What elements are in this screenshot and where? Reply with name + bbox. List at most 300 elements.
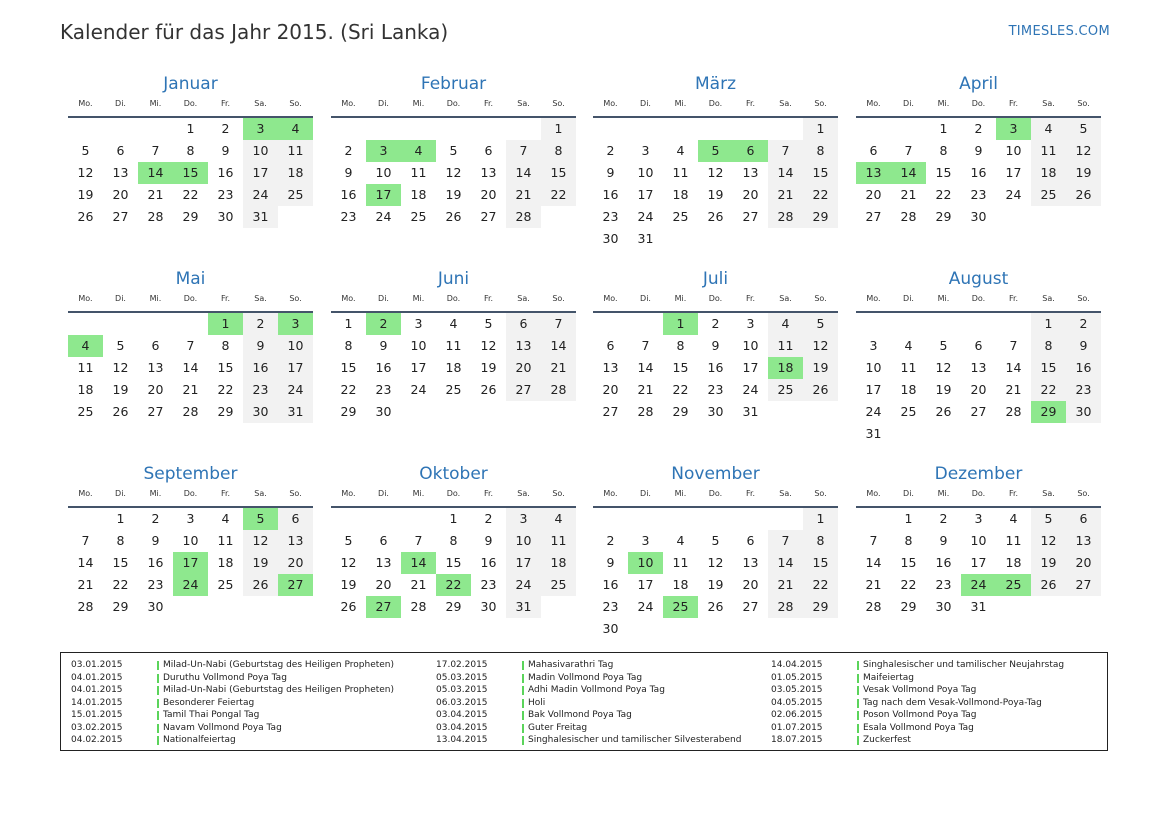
day-cell[interactable]: 12 [243, 530, 278, 552]
day-cell[interactable]: 1 [803, 508, 838, 530]
day-cell[interactable]: 5 [939, 338, 948, 353]
day-cell[interactable]: 14 [182, 360, 199, 375]
day-cell[interactable]: 30 [243, 401, 278, 423]
day-cell[interactable]: 1 [939, 121, 948, 136]
day-cell[interactable]: 25 [77, 404, 94, 419]
day-cell[interactable]: 2 [484, 511, 493, 526]
day-cell[interactable]: 13 [147, 360, 164, 375]
day-cell[interactable]: 30 [707, 404, 724, 419]
day-cell[interactable]: 18 [900, 382, 917, 397]
day-cell[interactable]: 2 [243, 313, 278, 335]
day-cell[interactable]: 18 [672, 577, 689, 592]
day-cell[interactable]: 2 [221, 121, 230, 136]
day-cell[interactable]: 3 [869, 338, 878, 353]
day-cell[interactable]: 25 [445, 382, 462, 397]
day-cell[interactable]: 7 [904, 143, 913, 158]
day-cell[interactable]: 31 [865, 426, 882, 441]
day-cell[interactable]: 28 [77, 599, 94, 614]
day-cell[interactable]: 9 [974, 143, 983, 158]
holiday-day-cell[interactable]: 17 [173, 552, 208, 574]
day-cell[interactable]: 1 [344, 316, 353, 331]
day-cell[interactable]: 23 [1066, 379, 1101, 401]
day-cell[interactable]: 23 [602, 209, 619, 224]
day-cell[interactable]: 19 [1066, 162, 1101, 184]
day-cell[interactable]: 4 [221, 511, 230, 526]
day-cell[interactable]: 23 [147, 577, 164, 592]
day-cell[interactable]: 24 [1005, 187, 1022, 202]
day-cell[interactable]: 2 [1066, 313, 1101, 335]
day-cell[interactable]: 6 [606, 338, 615, 353]
day-cell[interactable]: 7 [186, 338, 195, 353]
holiday-day-cell[interactable]: 3 [243, 118, 278, 140]
day-cell[interactable]: 1 [449, 511, 458, 526]
day-cell[interactable]: 28 [637, 404, 654, 419]
day-cell[interactable]: 20 [112, 187, 129, 202]
day-cell[interactable]: 6 [151, 338, 160, 353]
day-cell[interactable]: 27 [602, 404, 619, 419]
day-cell[interactable]: 10 [278, 335, 313, 357]
day-cell[interactable]: 23 [217, 187, 234, 202]
day-cell[interactable]: 15 [803, 552, 838, 574]
day-cell[interactable]: 21 [77, 577, 94, 592]
day-cell[interactable]: 27 [480, 209, 497, 224]
day-cell[interactable]: 16 [602, 577, 619, 592]
day-cell[interactable]: 29 [900, 599, 917, 614]
day-cell[interactable]: 31 [970, 599, 987, 614]
day-cell[interactable]: 2 [151, 511, 160, 526]
holiday-day-cell[interactable]: 15 [173, 162, 208, 184]
day-cell[interactable]: 11 [1005, 533, 1022, 548]
day-cell[interactable]: 27 [742, 599, 759, 614]
day-cell[interactable]: 10 [410, 338, 427, 353]
day-cell[interactable]: 17 [637, 187, 654, 202]
day-cell[interactable]: 12 [1031, 530, 1066, 552]
day-cell[interactable]: 27 [865, 209, 882, 224]
day-cell[interactable]: 24 [637, 599, 654, 614]
day-cell[interactable]: 20 [480, 187, 497, 202]
holiday-day-cell[interactable]: 25 [663, 596, 698, 618]
day-cell[interactable]: 19 [1031, 552, 1066, 574]
day-cell[interactable]: 4 [1031, 118, 1066, 140]
day-cell[interactable]: 18 [1005, 555, 1022, 570]
day-cell[interactable]: 13 [480, 165, 497, 180]
day-cell[interactable]: 21 [865, 577, 882, 592]
day-cell[interactable]: 29 [112, 599, 129, 614]
day-cell[interactable]: 29 [445, 599, 462, 614]
day-cell[interactable]: 5 [449, 143, 458, 158]
day-cell[interactable]: 30 [217, 209, 234, 224]
day-cell[interactable]: 19 [803, 357, 838, 379]
day-cell[interactable]: 26 [77, 209, 94, 224]
day-cell[interactable]: 21 [147, 187, 164, 202]
holiday-day-cell[interactable]: 27 [366, 596, 401, 618]
day-cell[interactable]: 19 [445, 187, 462, 202]
day-cell[interactable]: 20 [1066, 552, 1101, 574]
day-cell[interactable]: 5 [1031, 508, 1066, 530]
day-cell[interactable]: 8 [676, 338, 685, 353]
day-cell[interactable]: 22 [340, 382, 357, 397]
day-cell[interactable]: 26 [707, 209, 724, 224]
day-cell[interactable]: 10 [970, 533, 987, 548]
day-cell[interactable]: 20 [375, 577, 392, 592]
brand-logo[interactable]: TIMESLES.COM [1008, 24, 1110, 39]
day-cell[interactable]: 25 [410, 209, 427, 224]
day-cell[interactable]: 18 [1031, 162, 1066, 184]
day-cell[interactable]: 6 [746, 533, 755, 548]
day-cell[interactable]: 6 [506, 313, 541, 335]
day-cell[interactable]: 23 [243, 379, 278, 401]
day-cell[interactable]: 31 [278, 401, 313, 423]
day-cell[interactable]: 2 [606, 143, 615, 158]
day-cell[interactable]: 7 [414, 533, 423, 548]
day-cell[interactable]: 24 [375, 209, 392, 224]
day-cell[interactable]: 26 [1031, 574, 1066, 596]
day-cell[interactable]: 30 [1066, 401, 1101, 423]
day-cell[interactable]: 31 [243, 206, 278, 228]
day-cell[interactable]: 28 [541, 379, 576, 401]
day-cell[interactable]: 7 [506, 140, 541, 162]
day-cell[interactable]: 10 [637, 165, 654, 180]
holiday-day-cell[interactable]: 18 [768, 357, 803, 379]
day-cell[interactable]: 8 [1031, 335, 1066, 357]
day-cell[interactable]: 2 [974, 121, 983, 136]
day-cell[interactable]: 19 [112, 382, 129, 397]
day-cell[interactable]: 9 [344, 165, 353, 180]
day-cell[interactable]: 1 [904, 511, 913, 526]
day-cell[interactable]: 7 [81, 533, 90, 548]
day-cell[interactable]: 8 [803, 530, 838, 552]
day-cell[interactable]: 29 [803, 206, 838, 228]
day-cell[interactable]: 24 [637, 209, 654, 224]
day-cell[interactable]: 11 [768, 335, 803, 357]
day-cell[interactable]: 17 [410, 360, 427, 375]
day-cell[interactable]: 30 [935, 599, 952, 614]
day-cell[interactable]: 23 [480, 577, 497, 592]
day-cell[interactable]: 12 [707, 555, 724, 570]
day-cell[interactable]: 16 [243, 357, 278, 379]
day-cell[interactable]: 7 [768, 530, 803, 552]
day-cell[interactable]: 5 [116, 338, 125, 353]
day-cell[interactable]: 9 [606, 165, 615, 180]
day-cell[interactable]: 12 [803, 335, 838, 357]
day-cell[interactable]: 29 [217, 404, 234, 419]
day-cell[interactable]: 16 [147, 555, 164, 570]
day-cell[interactable]: 9 [243, 335, 278, 357]
day-cell[interactable]: 12 [480, 338, 497, 353]
day-cell[interactable]: 6 [278, 508, 313, 530]
day-cell[interactable]: 18 [77, 382, 94, 397]
holiday-day-cell[interactable]: 2 [366, 313, 401, 335]
day-cell[interactable]: 19 [77, 187, 94, 202]
day-cell[interactable]: 7 [869, 533, 878, 548]
day-cell[interactable]: 31 [637, 231, 654, 246]
day-cell[interactable]: 24 [410, 382, 427, 397]
day-cell[interactable]: 16 [707, 360, 724, 375]
day-cell[interactable]: 26 [445, 209, 462, 224]
day-cell[interactable]: 9 [484, 533, 493, 548]
day-cell[interactable]: 1 [803, 118, 838, 140]
day-cell[interactable]: 21 [506, 184, 541, 206]
holiday-day-cell[interactable]: 29 [1031, 401, 1066, 423]
day-cell[interactable]: 13 [278, 530, 313, 552]
day-cell[interactable]: 6 [869, 143, 878, 158]
day-cell[interactable]: 9 [939, 533, 948, 548]
holiday-day-cell[interactable]: 3 [278, 313, 313, 335]
day-cell[interactable]: 22 [1031, 379, 1066, 401]
day-cell[interactable]: 22 [935, 187, 952, 202]
day-cell[interactable]: 20 [506, 357, 541, 379]
day-cell[interactable]: 22 [541, 184, 576, 206]
day-cell[interactable]: 11 [278, 140, 313, 162]
day-cell[interactable]: 19 [707, 577, 724, 592]
day-cell[interactable]: 5 [81, 143, 90, 158]
day-cell[interactable]: 28 [865, 599, 882, 614]
holiday-day-cell[interactable]: 1 [663, 313, 698, 335]
day-cell[interactable]: 23 [935, 577, 952, 592]
holiday-day-cell[interactable]: 5 [698, 140, 733, 162]
day-cell[interactable]: 22 [803, 574, 838, 596]
day-cell[interactable]: 11 [541, 530, 576, 552]
day-cell[interactable]: 9 [379, 338, 388, 353]
day-cell[interactable]: 1 [116, 511, 125, 526]
day-cell[interactable]: 3 [414, 316, 423, 331]
day-cell[interactable]: 3 [974, 511, 983, 526]
day-cell[interactable]: 17 [243, 162, 278, 184]
day-cell[interactable]: 31 [742, 404, 759, 419]
day-cell[interactable]: 13 [970, 360, 987, 375]
day-cell[interactable]: 9 [606, 555, 615, 570]
day-cell[interactable]: 10 [1005, 143, 1022, 158]
day-cell[interactable]: 24 [865, 404, 882, 419]
day-cell[interactable]: 11 [672, 555, 689, 570]
day-cell[interactable]: 23 [375, 382, 392, 397]
day-cell[interactable]: 15 [1031, 357, 1066, 379]
day-cell[interactable]: 4 [904, 338, 913, 353]
day-cell[interactable]: 14 [768, 552, 803, 574]
day-cell[interactable]: 13 [112, 165, 129, 180]
day-cell[interactable]: 18 [217, 555, 234, 570]
day-cell[interactable]: 17 [1005, 165, 1022, 180]
day-cell[interactable]: 14 [865, 555, 882, 570]
day-cell[interactable]: 15 [803, 162, 838, 184]
day-cell[interactable]: 15 [541, 162, 576, 184]
day-cell[interactable]: 25 [900, 404, 917, 419]
holiday-day-cell[interactable]: 14 [138, 162, 173, 184]
day-cell[interactable]: 8 [904, 533, 913, 548]
day-cell[interactable]: 23 [602, 599, 619, 614]
day-cell[interactable]: 25 [278, 184, 313, 206]
day-cell[interactable]: 12 [707, 165, 724, 180]
day-cell[interactable]: 29 [672, 404, 689, 419]
day-cell[interactable]: 2 [711, 316, 720, 331]
day-cell[interactable]: 17 [970, 555, 987, 570]
day-cell[interactable]: 25 [541, 574, 576, 596]
day-cell[interactable]: 6 [484, 143, 493, 158]
day-cell[interactable]: 20 [742, 577, 759, 592]
day-cell[interactable]: 23 [970, 187, 987, 202]
day-cell[interactable]: 26 [340, 599, 357, 614]
day-cell[interactable]: 13 [1066, 530, 1101, 552]
holiday-day-cell[interactable]: 5 [243, 508, 278, 530]
holiday-day-cell[interactable]: 4 [401, 140, 436, 162]
day-cell[interactable]: 16 [217, 165, 234, 180]
day-cell[interactable]: 5 [711, 533, 720, 548]
day-cell[interactable]: 15 [445, 555, 462, 570]
day-cell[interactable]: 27 [1066, 574, 1101, 596]
day-cell[interactable]: 29 [935, 209, 952, 224]
day-cell[interactable]: 22 [672, 382, 689, 397]
day-cell[interactable]: 13 [602, 360, 619, 375]
holiday-day-cell[interactable]: 1 [208, 313, 243, 335]
day-cell[interactable]: 25 [672, 209, 689, 224]
day-cell[interactable]: 8 [344, 338, 353, 353]
day-cell[interactable]: 25 [1031, 184, 1066, 206]
day-cell[interactable]: 15 [217, 360, 234, 375]
day-cell[interactable]: 12 [1066, 140, 1101, 162]
day-cell[interactable]: 29 [803, 596, 838, 618]
day-cell[interactable]: 23 [707, 382, 724, 397]
day-cell[interactable]: 12 [935, 360, 952, 375]
day-cell[interactable]: 11 [900, 360, 917, 375]
day-cell[interactable]: 26 [243, 574, 278, 596]
day-cell[interactable]: 5 [344, 533, 353, 548]
day-cell[interactable]: 16 [375, 360, 392, 375]
holiday-day-cell[interactable]: 14 [401, 552, 436, 574]
day-cell[interactable]: 21 [637, 382, 654, 397]
day-cell[interactable]: 25 [768, 379, 803, 401]
day-cell[interactable]: 6 [1066, 508, 1101, 530]
day-cell[interactable]: 26 [707, 599, 724, 614]
day-cell[interactable]: 20 [147, 382, 164, 397]
day-cell[interactable]: 26 [803, 379, 838, 401]
day-cell[interactable]: 15 [672, 360, 689, 375]
day-cell[interactable]: 18 [541, 552, 576, 574]
day-cell[interactable]: 3 [506, 508, 541, 530]
day-cell[interactable]: 31 [506, 596, 541, 618]
day-cell[interactable]: 18 [445, 360, 462, 375]
day-cell[interactable]: 1 [1031, 313, 1066, 335]
holiday-day-cell[interactable]: 17 [366, 184, 401, 206]
holiday-day-cell[interactable]: 3 [996, 118, 1031, 140]
day-cell[interactable]: 3 [746, 316, 755, 331]
day-cell[interactable]: 1 [186, 121, 195, 136]
day-cell[interactable]: 16 [340, 187, 357, 202]
day-cell[interactable]: 21 [1005, 382, 1022, 397]
holiday-day-cell[interactable]: 13 [856, 162, 891, 184]
day-cell[interactable]: 10 [865, 360, 882, 375]
day-cell[interactable]: 11 [1031, 140, 1066, 162]
day-cell[interactable]: 20 [742, 187, 759, 202]
day-cell[interactable]: 29 [182, 209, 199, 224]
day-cell[interactable]: 22 [112, 577, 129, 592]
day-cell[interactable]: 8 [116, 533, 125, 548]
day-cell[interactable]: 8 [186, 143, 195, 158]
day-cell[interactable]: 4 [676, 143, 685, 158]
day-cell[interactable]: 24 [243, 184, 278, 206]
day-cell[interactable]: 19 [935, 382, 952, 397]
day-cell[interactable]: 18 [410, 187, 427, 202]
day-cell[interactable]: 9 [151, 533, 160, 548]
day-cell[interactable]: 2 [606, 533, 615, 548]
day-cell[interactable]: 24 [278, 379, 313, 401]
day-cell[interactable]: 27 [742, 209, 759, 224]
day-cell[interactable]: 3 [186, 511, 195, 526]
day-cell[interactable]: 17 [865, 382, 882, 397]
day-cell[interactable]: 16 [935, 555, 952, 570]
day-cell[interactable]: 22 [182, 187, 199, 202]
day-cell[interactable]: 10 [375, 165, 392, 180]
day-cell[interactable]: 21 [541, 357, 576, 379]
day-cell[interactable]: 14 [637, 360, 654, 375]
day-cell[interactable]: 30 [970, 209, 987, 224]
day-cell[interactable]: 5 [484, 316, 493, 331]
day-cell[interactable]: 11 [672, 165, 689, 180]
day-cell[interactable]: 10 [182, 533, 199, 548]
day-cell[interactable]: 19 [707, 187, 724, 202]
day-cell[interactable]: 30 [602, 621, 619, 636]
day-cell[interactable]: 4 [1009, 511, 1018, 526]
day-cell[interactable]: 17 [742, 360, 759, 375]
day-cell[interactable]: 28 [1005, 404, 1022, 419]
day-cell[interactable]: 3 [641, 533, 650, 548]
day-cell[interactable]: 15 [112, 555, 129, 570]
day-cell[interactable]: 11 [77, 360, 94, 375]
day-cell[interactable]: 16 [1066, 357, 1101, 379]
day-cell[interactable]: 21 [410, 577, 427, 592]
day-cell[interactable]: 22 [217, 382, 234, 397]
day-cell[interactable]: 11 [410, 165, 427, 180]
day-cell[interactable]: 4 [449, 316, 458, 331]
day-cell[interactable]: 9 [711, 338, 720, 353]
day-cell[interactable]: 14 [77, 555, 94, 570]
day-cell[interactable]: 20 [602, 382, 619, 397]
day-cell[interactable]: 13 [375, 555, 392, 570]
day-cell[interactable]: 10 [742, 338, 759, 353]
day-cell[interactable]: 2 [344, 143, 353, 158]
day-cell[interactable]: 14 [768, 162, 803, 184]
day-cell[interactable]: 13 [742, 165, 759, 180]
day-cell[interactable]: 18 [278, 162, 313, 184]
day-cell[interactable]: 17 [506, 552, 541, 574]
day-cell[interactable]: 9 [1066, 335, 1101, 357]
day-cell[interactable]: 21 [768, 574, 803, 596]
day-cell[interactable]: 12 [112, 360, 129, 375]
holiday-day-cell[interactable]: 4 [68, 335, 103, 357]
day-cell[interactable]: 5 [1066, 118, 1101, 140]
day-cell[interactable]: 7 [151, 143, 160, 158]
day-cell[interactable]: 8 [221, 338, 230, 353]
day-cell[interactable]: 11 [217, 533, 234, 548]
day-cell[interactable]: 28 [410, 599, 427, 614]
day-cell[interactable]: 21 [900, 187, 917, 202]
day-cell[interactable]: 15 [935, 165, 952, 180]
day-cell[interactable]: 29 [340, 404, 357, 419]
day-cell[interactable]: 14 [541, 335, 576, 357]
holiday-day-cell[interactable]: 6 [733, 140, 768, 162]
day-cell[interactable]: 27 [970, 404, 987, 419]
day-cell[interactable]: 28 [768, 206, 803, 228]
day-cell[interactable]: 26 [480, 382, 497, 397]
day-cell[interactable]: 10 [243, 140, 278, 162]
day-cell[interactable]: 11 [445, 338, 462, 353]
day-cell[interactable]: 19 [340, 577, 357, 592]
day-cell[interactable]: 27 [506, 379, 541, 401]
day-cell[interactable]: 19 [480, 360, 497, 375]
day-cell[interactable]: 28 [182, 404, 199, 419]
day-cell[interactable]: 26 [112, 404, 129, 419]
day-cell[interactable]: 17 [278, 357, 313, 379]
day-cell[interactable]: 5 [803, 313, 838, 335]
